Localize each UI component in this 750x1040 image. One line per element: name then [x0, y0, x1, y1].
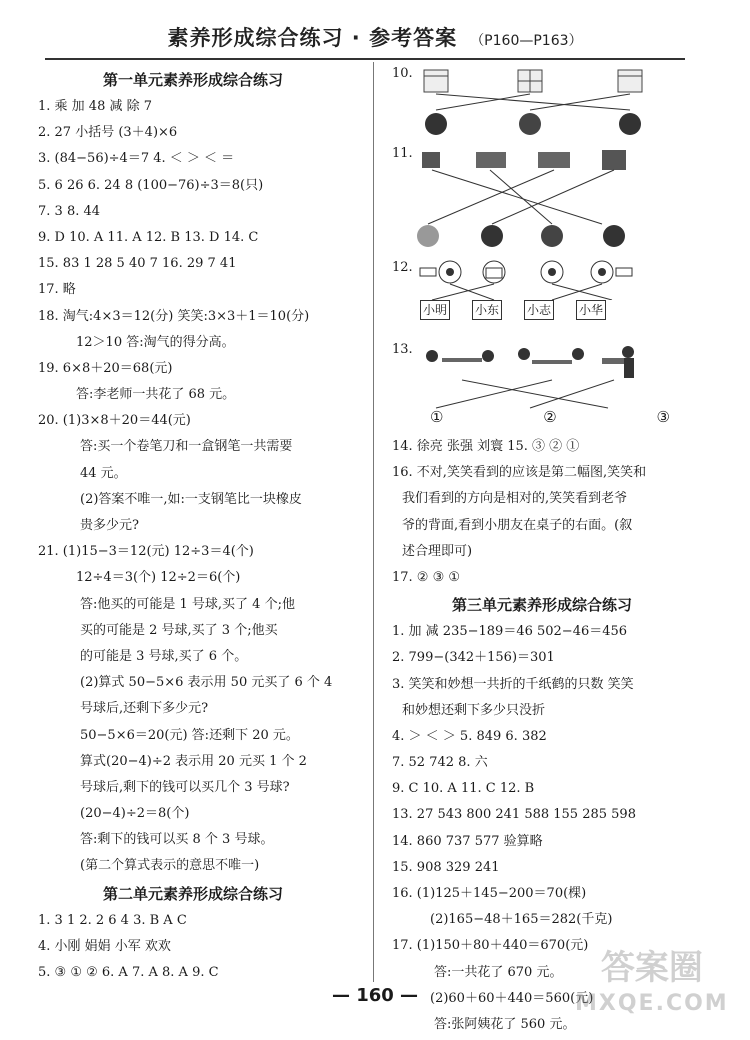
- answer-line: 5. 6 26 6. 24 8 (100−76)÷3＝8(只): [38, 177, 264, 193]
- answer-line: 14. 860 737 577 验算略: [392, 833, 543, 849]
- match-line: [450, 284, 494, 300]
- answer-line: (2)算式 50−5×6 表示用 50 元买了 6 个 4: [80, 675, 333, 691]
- page-title: 素养形成综合练习 · 参考答案: [167, 26, 458, 50]
- answer-line: 我们看到的方向是相对的,笑笑看到老爷: [402, 491, 628, 507]
- answer-line: 19. 6×8＋20＝68(元): [38, 360, 173, 376]
- answer-line: 5. ③ ① ② 6. A 7. A 8. A 9. C: [38, 965, 219, 980]
- answer-line: 答:一共花了 670 元。: [434, 964, 563, 980]
- question-number: 10.: [392, 66, 413, 81]
- box-icon: [618, 70, 642, 92]
- answer-line: 13. 27 543 800 241 588 155 285 598: [392, 807, 636, 823]
- question-11-figure: [392, 146, 692, 256]
- answer-line: 17. 略: [38, 282, 76, 298]
- answer-line: 17. ② ③ ①: [392, 569, 461, 585]
- child-head-icon: [425, 113, 447, 135]
- answer-line: 答:李老师一共花了 68 元。: [76, 387, 236, 403]
- answer-line: 3. (84−56)÷4＝7 4. ＜ ＞ ＜ ＝: [38, 151, 235, 167]
- section-title-unit1: 第一单元素养形成综合练习: [102, 71, 283, 89]
- answer-line: 21. (1)15−3＝12(元) 12÷3＝4(个): [38, 544, 254, 560]
- answer-line: 20. (1)3×8＋20＝44(元): [38, 413, 191, 429]
- name-label: 小志: [524, 300, 554, 320]
- match-line: [428, 170, 554, 224]
- answer-line: 12÷4＝3(个) 12÷2＝6(个): [76, 570, 241, 586]
- answer-line: 16. (1)125＋145−200＝70(棵): [392, 886, 587, 901]
- answer-line: 号球后,还剩下多少元?: [80, 701, 209, 717]
- answer-line: 4. ＞ ＜ ＞ 5. 849 6. 382: [392, 728, 547, 744]
- answer-line: 50−5×6＝20(元) 答:还剩下 20 元。: [80, 727, 299, 743]
- answer-line: (2)165−48＋165＝282(千克): [430, 912, 613, 928]
- match-line: [530, 380, 614, 408]
- answer-line: 12＞10 答:淘气的得分高。: [76, 334, 235, 350]
- matching-diagram-12: [392, 260, 692, 300]
- ping-pong-table-icon: [426, 350, 494, 362]
- radio-icon: [538, 152, 570, 168]
- name-label: 小明: [420, 300, 450, 320]
- name-label: 小华: [576, 300, 606, 320]
- position-label: ②: [543, 408, 557, 426]
- tv-icon: [422, 152, 440, 168]
- match-line: [490, 170, 552, 224]
- page-number: — 160 —: [331, 985, 419, 1006]
- match-line: [492, 170, 614, 224]
- box-icon: [518, 70, 542, 92]
- answer-line: 7. 52 742 8. 六: [392, 755, 488, 771]
- answer-line: 7. 3 8. 44: [38, 203, 101, 219]
- match-line: [432, 284, 494, 300]
- answer-line: 3. 笑笑和妙想一共折的千纸鹤的只数 笑笑: [392, 676, 634, 692]
- child-head-icon: [519, 113, 541, 135]
- answer-line: 买的可能是 2 号球,买了 3 个;他买: [80, 622, 278, 638]
- matching-diagram-13: [392, 342, 692, 412]
- answer-line: 爷的背面,看到小朋友在桌子的右面。(叙: [402, 517, 633, 533]
- column-divider: [373, 62, 374, 982]
- left-column: [38, 66, 368, 986]
- child-head-icon: [481, 225, 503, 247]
- answer-line: 答:他买的可能是 1 号球,买了 4 个;他: [80, 596, 295, 612]
- child-head-icon: [541, 225, 563, 247]
- section-title-unit2: 第二单元素养形成综合练习: [102, 884, 283, 903]
- ping-pong-table-icon: [518, 348, 584, 364]
- matching-diagram-10: [392, 66, 692, 138]
- section-title-unit3: 第三单元素养形成综合练习: [451, 596, 632, 615]
- answer-line: 2. 27 小括号 (3＋4)×6: [38, 125, 178, 141]
- answer-line: (第二个算式表示的意思不唯一): [80, 858, 260, 874]
- answer-line: 1. 加 减 235−189＝46 502−46＝456: [392, 624, 628, 640]
- right-column: [392, 66, 692, 1038]
- football-icon: [483, 261, 505, 283]
- question-number: 12.: [392, 260, 413, 275]
- name-label: 小东: [472, 300, 502, 320]
- answer-line: (20−4)÷2＝8(个): [80, 806, 190, 822]
- answer-line: 2. 799−(342＋156)＝301: [392, 650, 555, 666]
- page-range: （P160—P163）: [470, 33, 583, 49]
- microwave-icon: [476, 152, 506, 168]
- answer-line: 17. (1)150＋80＋440＝670(元): [392, 938, 589, 954]
- matching-diagram-11: [392, 146, 692, 256]
- answer-line: (2)60＋60＋440＝560(元): [430, 990, 594, 1006]
- question-number: 11.: [392, 146, 413, 161]
- watermark: [575, 950, 729, 1022]
- oven-icon: [602, 150, 626, 170]
- answer-line: 述合理即可): [402, 543, 473, 559]
- answer-line: 算式(20−4)÷2 表示用 20 元买 1 个 2: [80, 753, 307, 769]
- answer-line: 15. 83 1 28 5 40 7 16. 29 7 41: [38, 256, 237, 272]
- answer-line: 4. 小刚 娟娟 小军 欢欢: [38, 938, 171, 954]
- answer-line: 9. D 10. A 11. A 12. B 13. D 14. C: [38, 229, 259, 245]
- answer-line: 15. 908 329 241: [392, 859, 500, 875]
- football-icon: [591, 261, 632, 283]
- answer-line: (2)答案不唯一,如:一支钢笔比一块橡皮: [80, 491, 302, 507]
- answer-line: 号球后,剩下的钱可以买几个 3 号球?: [80, 779, 290, 795]
- position-label: ①: [430, 408, 444, 426]
- football-icon: [420, 261, 461, 283]
- answer-line: 的可能是 3 号球,买了 6 个。: [80, 648, 248, 664]
- answer-line: 18. 淘气:4×3＝12(分) 笑笑:3×3＋1＝10(分): [38, 308, 310, 324]
- answer-line: 和妙想还剩下多少只没折: [402, 702, 546, 718]
- match-line: [432, 170, 602, 224]
- football-icon: [541, 261, 563, 283]
- ping-pong-table-icon: [602, 346, 634, 378]
- question-10-figure: [392, 66, 692, 138]
- question-number: 13.: [392, 342, 413, 357]
- answer-line: 贵多少元?: [80, 518, 139, 533]
- answer-line: 答:买一个卷笔刀和一盒钢笔一共需要: [80, 439, 293, 455]
- answer-line: 14. 徐亮 张强 刘寰 15. ③ ② ①: [392, 439, 580, 454]
- question-12-figure: [392, 260, 692, 336]
- box-icon: [424, 70, 448, 92]
- answer-line: 1. 乘 加 48 减 除 7: [38, 99, 153, 114]
- child-head-icon: [603, 225, 625, 247]
- child-head-icon: [417, 225, 439, 247]
- match-line: [436, 94, 630, 110]
- match-line: [436, 94, 530, 110]
- answer-line: 答:剩下的钱可以买 8 个 3 号球。: [80, 832, 274, 848]
- position-label-row: [430, 408, 670, 426]
- answer-line: 9. C 10. A 11. C 12. B: [392, 781, 535, 797]
- child-head-icon: [619, 113, 641, 135]
- match-line: [530, 94, 630, 110]
- header-rule: [45, 58, 685, 60]
- answer-line: 答:张阿姨花了 560 元。: [434, 1016, 576, 1032]
- watermark-sub: MXQE.COM: [575, 991, 729, 1016]
- page-header: [0, 22, 750, 62]
- watermark-main: 答案圈: [600, 948, 703, 988]
- answer-line: 16. 不对,笑笑看到的应该是第二幅图,笑笑和: [392, 465, 647, 481]
- name-label-row: [420, 300, 606, 320]
- position-label: ③: [656, 408, 670, 426]
- question-13-figure: [392, 342, 692, 434]
- answer-line: 44 元。: [80, 465, 127, 481]
- answer-line: 1. 3 1 2. 2 6 4 3. B A C: [38, 912, 187, 928]
